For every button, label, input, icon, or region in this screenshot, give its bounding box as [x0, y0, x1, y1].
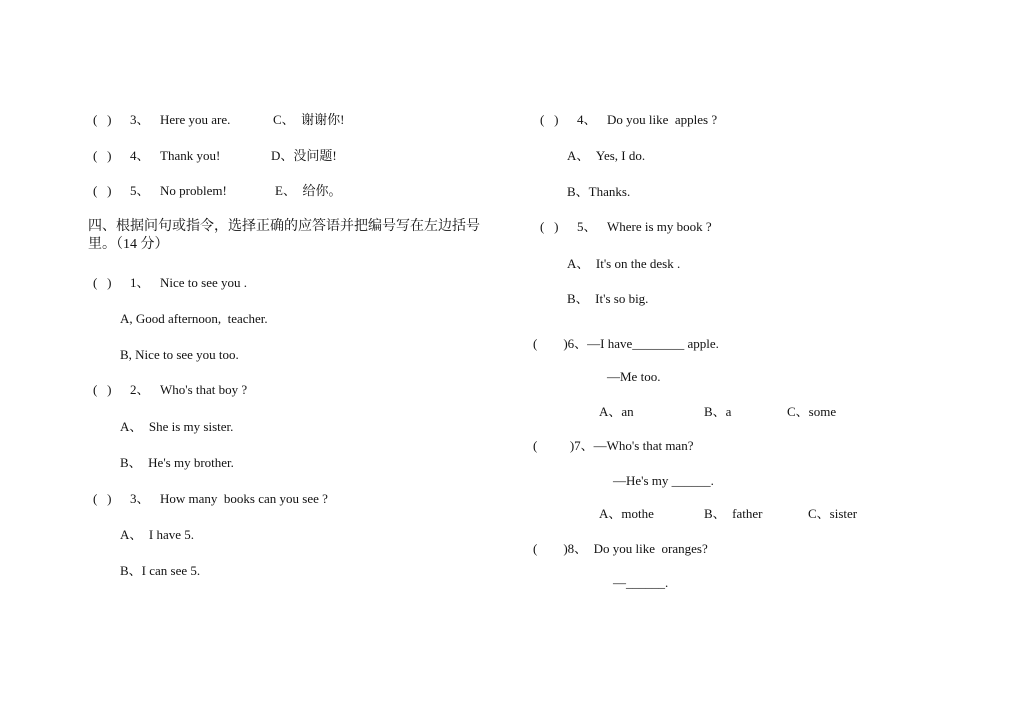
question-5-option-a: A、 It's on the desk .: [567, 256, 681, 271]
option-b: B、 father: [704, 506, 763, 521]
question-text: Where is my book ?: [607, 219, 712, 234]
question-1-option-a: A, Good afternoon, teacher.: [120, 311, 268, 326]
section-4-title-line-1: 四、根据问句或指令，选择正确的应答语并把编号写在左边括号: [88, 219, 480, 234]
option-a: A、an: [599, 404, 634, 419]
question-2-option-a: A、 She is my sister.: [120, 419, 234, 434]
item-text: Thank you!: [160, 148, 221, 163]
item-number: 3、: [130, 112, 150, 127]
question-number: 2、: [130, 382, 150, 397]
question-text: Nice to see you .: [160, 275, 248, 290]
answer-bracket[interactable]: ( ): [93, 148, 112, 163]
question-6[interactable]: ( )6、—I have________ apple.: [533, 336, 719, 351]
item-text: Here you are.: [160, 112, 231, 127]
answer-bracket[interactable]: ( ): [93, 275, 112, 290]
question-1-option-b: B, Nice to see you too.: [120, 347, 239, 362]
section-4-title-line-2: 里。（14 分）: [88, 237, 169, 252]
option-c: C、sister: [808, 506, 858, 521]
question-text: Who's that boy ?: [160, 382, 248, 397]
option-a: A、mothe: [599, 506, 654, 521]
item-number: 4、: [130, 148, 150, 163]
question-3-option-a: A、 I have 5.: [120, 527, 195, 542]
question-6-reply: —Me too.: [607, 369, 661, 384]
question-5-option-b: B、 It's so big.: [567, 291, 649, 306]
question-4-option-a: A、 Yes, I do.: [567, 148, 646, 163]
question-number: 5、: [577, 219, 597, 234]
item-option: D、没问题!: [271, 148, 337, 163]
question-text: Do you like apples ?: [607, 112, 718, 127]
question-7-options: [599, 506, 899, 570]
answer-bracket[interactable]: ( ): [93, 112, 112, 127]
item-text: No problem!: [160, 183, 227, 198]
question-7-reply[interactable]: —He's my ______.: [613, 473, 714, 488]
question-3-option-b: B、I can see 5.: [120, 563, 201, 578]
question-7[interactable]: ( )7、—Who's that man?: [533, 438, 694, 453]
question-8[interactable]: ( )8、 Do you like oranges?: [533, 541, 708, 556]
question-number: 3、: [130, 491, 150, 506]
option-b: B、a: [704, 404, 732, 419]
item-option: C、 谢谢你!: [273, 112, 345, 127]
option-c: C、some: [787, 404, 837, 419]
answer-bracket[interactable]: ( ): [93, 491, 112, 506]
answer-bracket[interactable]: ( ): [540, 112, 559, 127]
answer-bracket[interactable]: ( ): [93, 183, 112, 198]
question-4-option-b: B、Thanks.: [567, 184, 631, 199]
item-option: E、 给你。: [275, 183, 342, 198]
question-text: How many books can you see ?: [160, 491, 328, 506]
question-number: 4、: [577, 112, 597, 127]
question-2-option-b: B、 He's my brother.: [120, 455, 234, 470]
question-6-options: [599, 404, 899, 468]
question-number: 1、: [130, 275, 150, 290]
question-8-reply[interactable]: —______.: [613, 575, 669, 590]
answer-bracket[interactable]: ( ): [540, 219, 559, 234]
answer-bracket[interactable]: ( ): [93, 382, 112, 397]
item-number: 5、: [130, 183, 150, 198]
